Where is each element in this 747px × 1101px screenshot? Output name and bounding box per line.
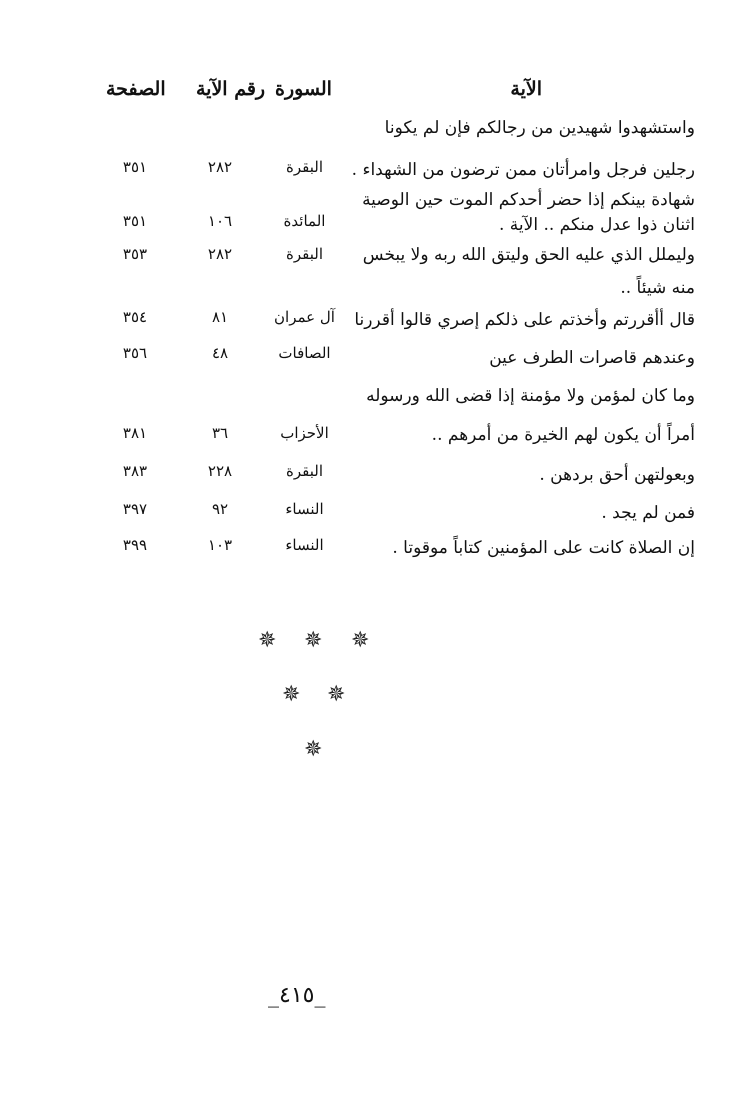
page-cell: ٣٥١ (122, 212, 148, 230)
page-cell: ٣٥١ (122, 158, 148, 176)
page-cell: ٣٥٤ (122, 308, 148, 326)
page-number: _٤١٥_ (268, 983, 326, 1008)
ornament-star-icon: ✵ (351, 628, 370, 653)
ornament-star-icon: ✵ (304, 628, 323, 653)
ornament-star-icon: ✵ (304, 737, 323, 762)
ayah-text-line: قال أأقررتم وأخذتم على ذلكم إصري قالوا أقررنا (354, 310, 695, 330)
page-cell: ٣٩٩ (122, 536, 148, 554)
header-surah: السورة (275, 78, 332, 100)
surah-cell: الصافات (278, 344, 331, 362)
ayah-number-cell: ٩٢ (211, 500, 229, 518)
ayah-number-cell: ٢٢٨ (207, 462, 233, 480)
ayah-number-cell: ٢٨٢ (207, 245, 233, 263)
ayah-text-line: وما كان لمؤمن ولا مؤمنة إذا قضى الله ورسوله (366, 386, 695, 406)
ayah-text-line: فمن لم يجد . (601, 503, 695, 523)
surah-cell: الأحزاب (280, 424, 329, 442)
header-ayah-number: رقم الآية (196, 78, 266, 100)
ayah-text-line: منه شيئاً .. (620, 278, 695, 298)
page-cell: ٣٨١ (122, 424, 148, 442)
surah-cell: المائدة (283, 212, 326, 230)
surah-cell: آل عمران (274, 308, 335, 326)
ayah-text-line: إن الصلاة كانت على المؤمنين كتاباً موقوتا . (392, 538, 695, 558)
page-cell: ٣٥٣ (122, 245, 148, 263)
surah-cell: البقرة (286, 462, 323, 480)
header-page: الصفحة (106, 78, 166, 100)
ayah-number-cell: ١٠٣ (207, 536, 233, 554)
ayah-number-cell: ٢٨٢ (207, 158, 233, 176)
ayah-text-line: رجلين فرجل وامرأتان ممن ترضون من الشهداء . (351, 160, 695, 180)
ayah-number-cell: ١٠٦ (207, 212, 233, 230)
surah-cell: النساء (285, 500, 324, 518)
ayah-number-cell: ٣٦ (211, 424, 229, 442)
page-cell: ٣٩٧ (122, 500, 148, 518)
ayah-text-line: واستشهدوا شهيدين من رجالكم فإن لم يكونا (384, 118, 695, 138)
ayah-number-cell: ٤٨ (211, 344, 229, 362)
ornament-star-icon: ✵ (282, 682, 301, 707)
ayah-text-line: وعندهم قاصرات الطرف عين (489, 348, 695, 368)
ayah-text-line: شهادة بينكم إذا حضر أحدكم الموت حين الوصية (362, 190, 695, 210)
page-cell: ٣٥٦ (122, 344, 148, 362)
surah-cell: البقرة (286, 245, 323, 263)
ayah-number-cell: ٨١ (211, 308, 229, 326)
ornament-star-icon: ✵ (258, 628, 277, 653)
surah-cell: البقرة (286, 158, 323, 176)
ayah-text-line: أمراً أن يكون لهم الخيرة من أمرهم .. (431, 425, 695, 445)
header-ayah: الآية (510, 78, 542, 100)
ayah-text-line: اثنان ذوا عدل منكم .. الآية . (498, 215, 695, 235)
ayah-text-line: وبعولتهن أحق بردهن . (539, 465, 695, 485)
page-cell: ٣٨٣ (122, 462, 148, 480)
ornament-star-icon: ✵ (327, 682, 346, 707)
ayah-text-line: وليملل الذي عليه الحق وليتق الله ربه ولا يبخس (362, 245, 695, 265)
surah-cell: النساء (285, 536, 324, 554)
